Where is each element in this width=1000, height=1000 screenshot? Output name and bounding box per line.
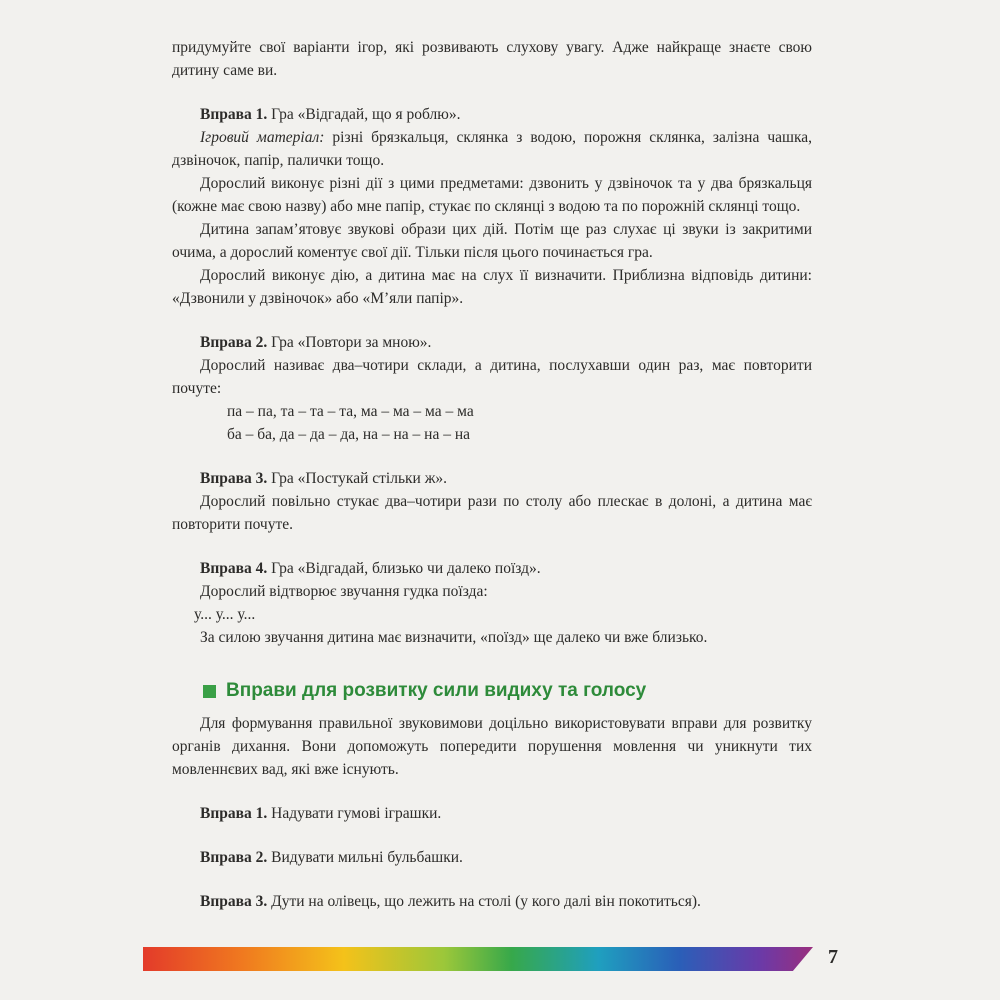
train-sound: у... у... у... <box>194 606 256 623</box>
breath-exercise-2 <box>172 846 812 869</box>
material-text: різні брязкальця, склянка з водою, порожня склянка, залізна чашка, дзвіночок, папір, палички тощо. <box>172 129 812 169</box>
section-paragraph: Для формування правильної звуковимови доцільно використовувати вправи для розвитку органів дихання. Вони допоможуть попередити порушення мовлення чи уникнути тих мовленнєвих вад, які вже існують. <box>172 715 812 778</box>
exercise-1-name: Гра «Відгадай, що я роблю». <box>271 106 461 123</box>
section-heading-text: Вправи для розвитку сили видиху та голосу <box>226 680 647 701</box>
breath-exercise-3-label: Вправа 3. <box>200 893 268 910</box>
syllables-line-1: па – па, та – та – та, ма – ма – ма – ма <box>227 403 474 420</box>
exercise-1-paragraph-2: Дитина запам’ятовує звукові образи цих дій. Потім ще раз слухає ці звуки із закритими очима, а дорослий коментує свої дії. Тільки після цього починається гра. <box>172 221 812 261</box>
exercise-4-paragraph-1: Дорослий відтворює звучання гудка поїзда: <box>200 583 488 600</box>
intro-paragraph: придумуйте свої варіанти ігор, які розвивають слухову увагу. Адже найкраще знаєте свою дитину саме ви. <box>172 39 812 79</box>
exercise-1-paragraph-1: Дорослий виконує різні дії з цими предметами: дзвонить у дзвіночок та у два брязкальця (кожне має свою назву) або мне папір, стукає по склянці з водою та по порожній склянці тощо. <box>172 175 812 215</box>
breath-exercise-3-text: Дути на олівець, що лежить на столі (у кого далі він покотиться). <box>271 893 701 910</box>
exercise-3-title <box>172 467 812 490</box>
exercise-3-label: Вправа 3. <box>200 470 268 487</box>
rainbow-footer-bar <box>143 947 813 971</box>
breath-exercise-3 <box>172 890 812 913</box>
exercise-1-label: Вправа 1. <box>200 106 268 123</box>
breath-exercise-2-text: Видувати мильні бульбашки. <box>271 849 463 866</box>
page-number: 7 <box>828 946 838 968</box>
exercise-4-name: Гра «Відгадай, близько чи далеко поїзд». <box>271 560 541 577</box>
breath-exercise-1 <box>172 802 812 825</box>
material-label: Ігровий матеріал: <box>200 129 325 146</box>
exercise-1-title <box>172 103 812 126</box>
section-heading <box>203 680 646 702</box>
exercise-3-name: Гра «Постукай стільки ж». <box>271 470 448 487</box>
breath-exercise-1-label: Вправа 1. <box>200 805 268 822</box>
bottom-text-block <box>172 712 812 913</box>
heading-square-icon <box>203 685 216 698</box>
exercise-1-material <box>172 126 812 172</box>
top-text-block <box>172 36 812 649</box>
breath-exercise-2-label: Вправа 2. <box>200 849 268 866</box>
syllables-line-2: ба – ба, да – да – да, на – на – на – на <box>227 426 471 443</box>
exercise-2-paragraph: Дорослий називає два–чотири склади, а дитина, послухавши один раз, має повторити почуте: <box>172 357 812 397</box>
exercise-4-paragraph-2: За силою звучання дитина має визначити, «поїзд» ще далеко чи вже близько. <box>200 629 708 646</box>
exercise-4-label: Вправа 4. <box>200 560 268 577</box>
breath-exercise-1-text: Надувати гумові іграшки. <box>271 805 442 822</box>
exercise-3-paragraph: Дорослий повільно стукає два–чотири рази по столу або плескає в долоні, а дитина має повторити почуте. <box>172 493 812 533</box>
exercise-4-title <box>172 557 812 580</box>
exercise-2-name: Гра «Повтори за мною». <box>271 334 432 351</box>
exercise-2-title <box>172 331 812 354</box>
exercise-1-paragraph-3: Дорослий виконує дію, а дитина має на слух її визначити. Приблизна відповідь дитини: «Дзвонили у дзвіночок» або «М’яли папір». <box>172 267 812 307</box>
exercise-2-label: Вправа 2. <box>200 334 268 351</box>
